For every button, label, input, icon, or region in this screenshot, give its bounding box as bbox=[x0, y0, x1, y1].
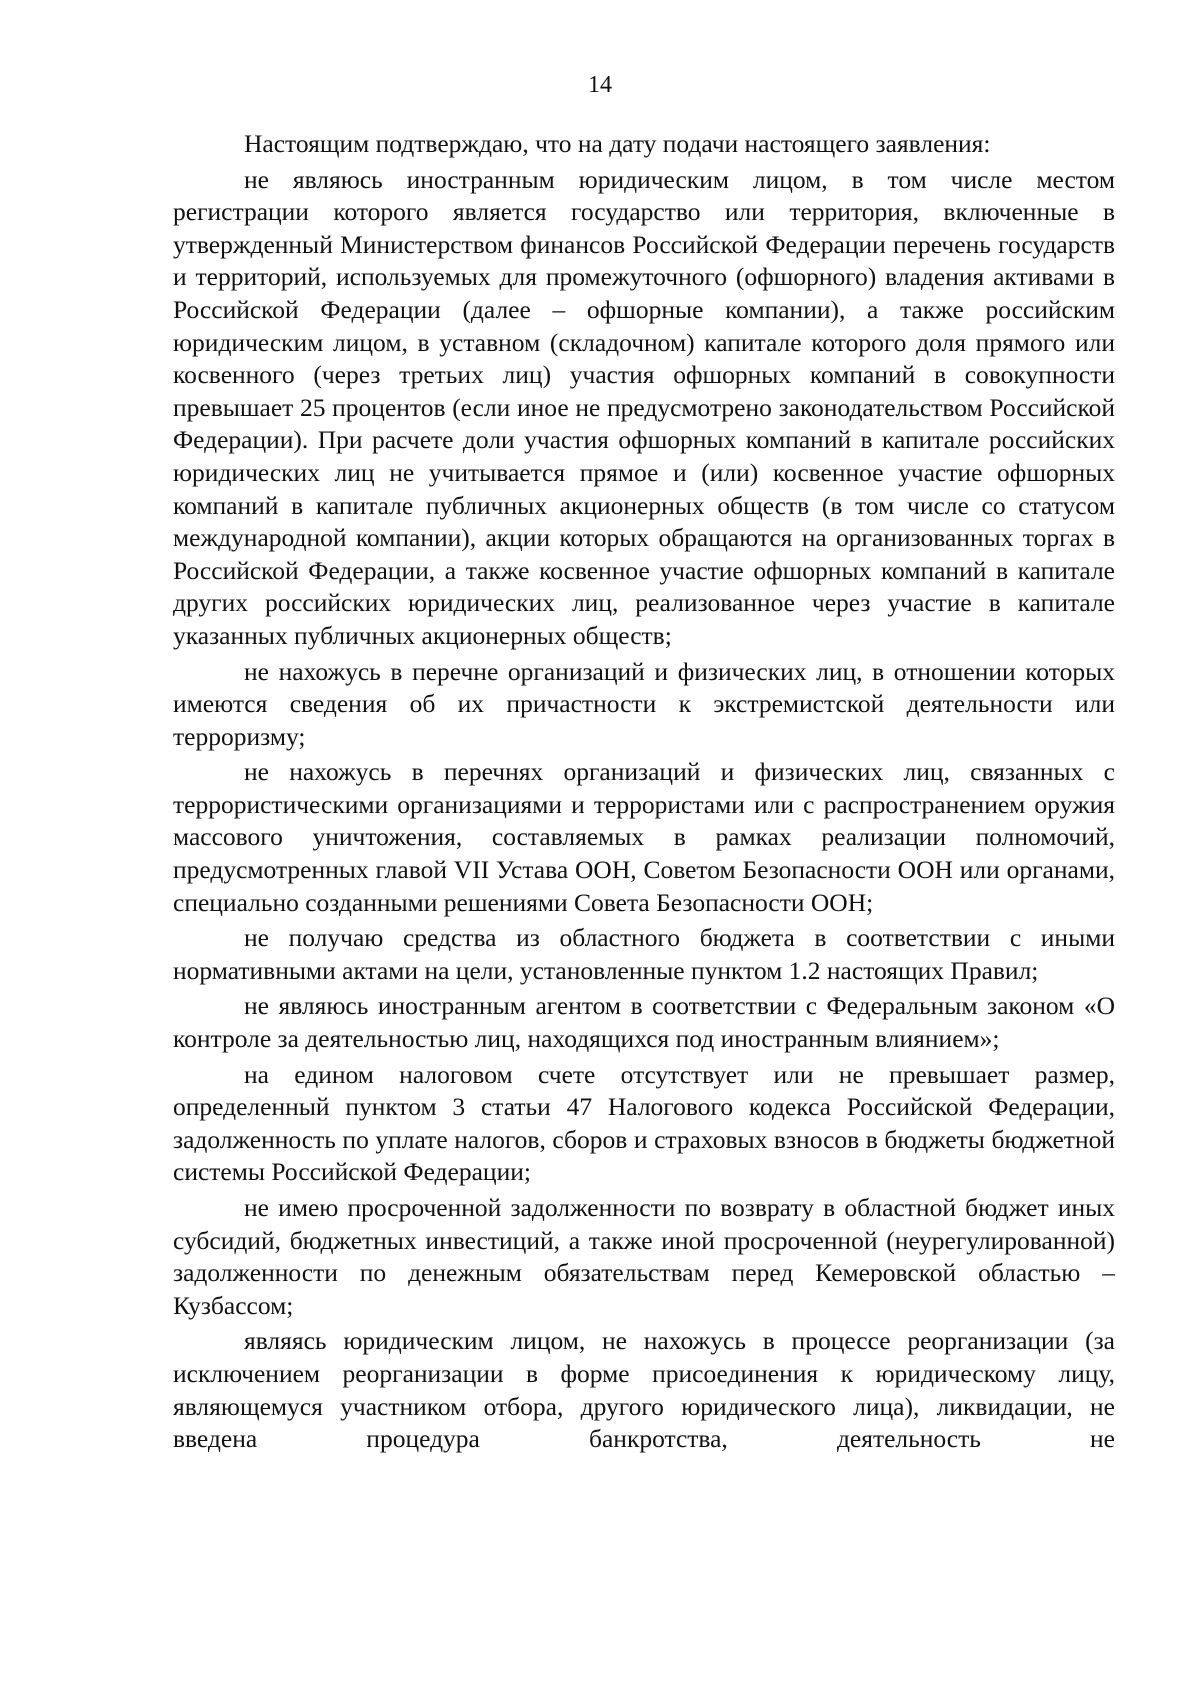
paragraph-overdue-debt: не имею просроченной задолженности по возврату в областной бюджет иных субсидий, бюджетных инвестиций, а также иной просроченной (неурегулированной) задолженности по денежным обязательствам перед Кемеровской областью – Кузбассом; bbox=[173, 1193, 1115, 1320]
document-body bbox=[173, 128, 1115, 1459]
paragraph-budget-funds: не получаю средства из областного бюджета в соответствии с иными нормативными актами на цели, установленные пунктом 1.2 настоящих Правил; bbox=[173, 923, 1115, 985]
paragraph-reorganization: являясь юридическим лицом, не нахожусь в процессе реорганизации (за исключением реорганизации в форме присоединения к юридическому лицу, являющемуся участником отбора, другого юридического лица), ликвидации, не введена процедура банкротства, деятельность не bbox=[173, 1326, 1115, 1454]
paragraph-terrorism-lists: не нахожусь в перечнях организаций и физических лиц, связанных с террористическими организациями и террористами или с распространением оружия массового уничтожения, составляемых в рамках реализации полномочий, предусмотренных главой VII Устава ООН, Советом Безопасности ООН или органами, специально созданными решениями Совета Безопасности ООН; bbox=[173, 757, 1115, 917]
paragraph-foreign-agent: не являюсь иностранным агентом в соответствии с Федеральным законом «О контроле за деятельностью лиц, находящихся под иностранным влиянием»; bbox=[173, 991, 1115, 1054]
paragraph-extremism: не нахожусь в перечне организаций и физических лиц, в отношении которых имеются сведения об их причастности к экстремистской деятельности или терроризму; bbox=[173, 656, 1115, 751]
page-number: 14 bbox=[588, 72, 612, 98]
paragraph-offshore: не являюсь иностранным юридическим лицом, в том числе местом регистрации которого является государство или территория, включенные в утвержденный Министерством финансов Российской Федерации перечень государств и территорий, используемых для промежуточного (офшорного) владения активами в Российской Федерации (далее – офшорные компании), а также российским юридическим лицом, в уставном (складочном) капитале которого доля прямого или косвенного (через третьих лиц) участия офшорных компаний в совокупности превышает 25 процентов (если иное не предусмотрено законодательством Российской Федерации). При расчете доли участия офшорных компаний в капитале российских юридических лиц не учитывается прямое и (или) косвенное участие офшорных компаний в капитале публичных акционерных обществ (в том числе со статусом международной компании), акции которых обращаются на организованных торгах в Российской Федерации, а также косвенное участие офшорных компаний в капитале других российских юридических лиц, реализованное через участие в капитале указанных публичных акционерных обществ; bbox=[173, 164, 1115, 650]
paragraph-intro: Настоящим подтверждаю, что на дату подачи настоящего заявления: bbox=[244, 129, 991, 158]
paragraph-tax-debt: на едином налоговом счете отсутствует или не превышает размер, определенный пунктом 3 статьи 47 Налогового кодекса Российской Федерации, задолженность по уплате налогов, сборов и страховых взносов в бюджеты бюджетной системы Российской Федерации; bbox=[173, 1059, 1115, 1187]
